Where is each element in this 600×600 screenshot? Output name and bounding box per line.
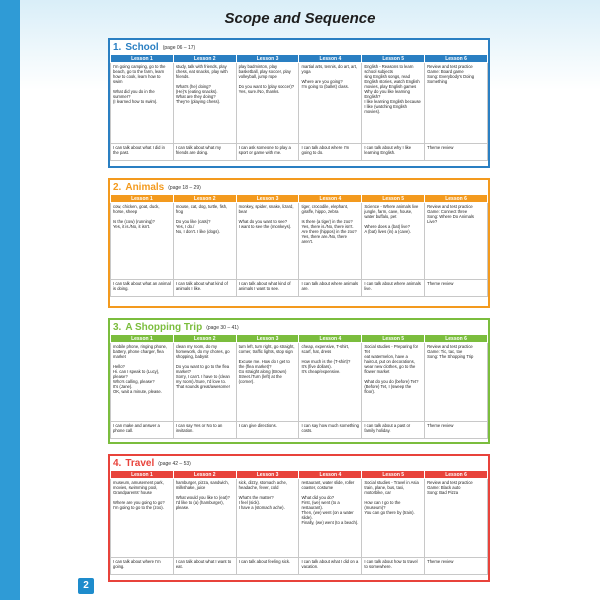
lesson-content-cell: tiger, crocodile, elephant, giraffe, hippo, zebra Is there (a tiger) in the zoo? Yes, there is./No, there isn't. Are there (hippos) in the zoo? Yes, there are./No, there aren't. xyxy=(299,203,362,280)
unit-heading xyxy=(110,40,488,54)
lesson-header: Lesson 2 xyxy=(173,195,236,203)
lesson-content-cell: Review and test practice Game: Connect three Song: Where Do Animals Live? xyxy=(425,203,488,280)
lesson-content-cell: restaurant, water slide, roller coaster, costume What did you do? First, (we) went (to a restaurant). Then, (we) went (on a water slide). Finally, (we) went (to a beach). xyxy=(299,479,362,558)
lesson-header: Lesson 6 xyxy=(425,55,488,63)
lesson-goal-cell: I can say how much something costs. xyxy=(299,422,362,439)
lesson-goal-cell: I can ask someone to play a sport or game with me. xyxy=(236,144,299,161)
lesson-content-cell: cow, chicken, goat, duck, horse, sheep Is the (cow) (running)? Yes, it is./No, it isn't. xyxy=(111,203,174,280)
lesson-goal-row xyxy=(111,144,488,161)
unit-number: 3. xyxy=(113,321,122,333)
unit-name: Animals xyxy=(125,181,165,193)
lesson-content-cell: Social studies - Preparing for Tet eat watermelon, have a haircut, put on decorations, wear new clothes, go to the flower market What do you do (before) Tet? (Before) Tet, I (sweep the floor). xyxy=(362,343,425,422)
lesson-goal-cell: I can talk about what kind of animals I like. xyxy=(173,280,236,297)
unit-heading xyxy=(110,320,488,334)
lesson-goal-cell: I can talk about what my friends are doing. xyxy=(173,144,236,161)
lesson-header: Lesson 1 xyxy=(111,335,174,343)
lesson-goal-cell: Theme review xyxy=(425,422,488,439)
lesson-content-cell: Review and test practice Game: Black auto Song: Bad Pizza xyxy=(425,479,488,558)
lesson-content-row xyxy=(111,343,488,422)
lesson-content-cell: English - Reasons to learn school subjects sing English songs, read English stories, watch English movies, play English games Why do you like learning English? I like learning English because I like (watching English movies). xyxy=(362,63,425,144)
lesson-content-row xyxy=(111,203,488,280)
lesson-table xyxy=(110,470,488,575)
unit-pages: (page 42 – 53) xyxy=(158,461,191,467)
lesson-content-cell: I'm going camping, go to the beach, go to the farm, learn how to cook, learn how to swim What did you do in the summer? (I learned how to swim). xyxy=(111,63,174,144)
unit-name: School xyxy=(125,41,159,53)
lesson-header: Lesson 3 xyxy=(236,471,299,479)
lesson-content-cell: mobile phone, ringing phone, battery, phone charger, flea market Hello? Hi. can I speak to (Lucy), please? Who's calling, please? It's (Jane). OK, wait a minute, please. xyxy=(111,343,174,422)
unit-pages: (page 18 – 29) xyxy=(168,185,201,191)
page-number: 2 xyxy=(78,578,94,594)
lesson-goal-cell: I can make and answer a phone call. xyxy=(111,422,174,439)
lesson-header-row xyxy=(111,471,488,479)
lesson-goal-row xyxy=(111,422,488,439)
lesson-content-cell: Social studies - Travel in Asia train, plane, bus, taxi, motorbike, car How can I go to the (museum)? You can go there by (train). xyxy=(362,479,425,558)
lesson-goal-cell: I can talk about where I'm going. xyxy=(111,558,174,575)
lesson-content-cell: hamburger, pizza, sandwich, milkshake, juice What would you like to (eat)? I'd like to (a) (hamburger), please. xyxy=(173,479,236,558)
lesson-table xyxy=(110,54,488,161)
lesson-header: Lesson 4 xyxy=(299,55,362,63)
lesson-header: Lesson 4 xyxy=(299,195,362,203)
lesson-goal-cell: Theme review xyxy=(425,558,488,575)
lesson-goal-cell: I can say Yes or No to an invitation. xyxy=(173,422,236,439)
lesson-goal-cell: I can talk about where I'm going to do. xyxy=(299,144,362,161)
lesson-content-cell: museum, amusement park, movies, swimming pool, Grandparents' house Where are you going to go? I'm going to go to the (zoo). xyxy=(111,479,174,558)
lesson-goal-cell: I can talk about how to travel to somewhere. xyxy=(362,558,425,575)
lesson-content-cell: mouse, cat, dog, turtle, fish, frog Do you like (cats)? Yes, I do./ No, I don't. I like (dogs). xyxy=(173,203,236,280)
lesson-header: Lesson 1 xyxy=(111,195,174,203)
lesson-content-cell: martial arts, tennis, do art, art, yoga Where are you going? I'm going to (ballet) class. xyxy=(299,63,362,144)
unit-number: 4. xyxy=(113,457,122,469)
lesson-header: Lesson 2 xyxy=(173,55,236,63)
unit-name: A Shopping Trip xyxy=(125,321,203,333)
unit-section xyxy=(108,454,490,582)
lesson-goal-cell: Theme review xyxy=(425,144,488,161)
lesson-header: Lesson 4 xyxy=(299,471,362,479)
lesson-header-row xyxy=(111,195,488,203)
lesson-goal-cell: I can talk about what I did on a vacation. xyxy=(299,558,362,575)
lesson-goal-cell: I can talk about what I want to eat. xyxy=(173,558,236,575)
lesson-content-cell: Review and test practice Game: Tic, tac, toe Song: The Shopping Trip xyxy=(425,343,488,422)
unit-heading xyxy=(110,456,488,470)
lesson-goal-cell: I can talk about what kind of animals I want to see. xyxy=(236,280,299,297)
lesson-content-cell: study, talk with friends, play chess, eat snacks, play with friends. What's (he) doing? (He)'s (eating snacks). What are they doing? They're (playing chess). xyxy=(173,63,236,144)
unit-section xyxy=(108,318,490,444)
unit-section xyxy=(108,178,490,308)
lesson-header: Lesson 1 xyxy=(111,55,174,63)
page-title: Scope and Sequence xyxy=(224,10,376,27)
lesson-header: Lesson 1 xyxy=(111,471,174,479)
lesson-goal-cell: I can give directions. xyxy=(236,422,299,439)
lesson-goal-cell: I can talk about where animals are. xyxy=(299,280,362,297)
page-edge xyxy=(0,0,20,600)
lesson-header-row xyxy=(111,55,488,63)
lesson-content-cell: clean my room, do my homework, do my chores, go shopping, babysit Do you want to go to the flea market? Sorry, I can't. I have to (clean my room)./Sure, I'd love to. That sounds great/awesome! xyxy=(173,343,236,422)
lesson-content-cell: sick, dizzy, stomach ache, headache, fever, cold What's the matter? I feel (sick). I have a (stomach ache). xyxy=(236,479,299,558)
lesson-content-cell: turn left, turn right, go straight, corner, traffic lights, stop sign Excuse me. How do I get to the (flea market)? Go straight along (Brown) Street./Turn (left) at the (corner). xyxy=(236,343,299,422)
unit-name: Travel xyxy=(125,457,155,469)
lesson-goal-cell: I can talk about what an animal is doing. xyxy=(111,280,174,297)
lesson-content-cell: cheap, expensive, T-shirt, scarf, hat, dress How much is the (T-shirt)? It's (five dollars). It's cheap/expensive. xyxy=(299,343,362,422)
lesson-goal-cell: Theme review xyxy=(425,280,488,297)
unit-pages: (page 30 – 41) xyxy=(206,325,239,331)
lesson-header: Lesson 4 xyxy=(299,335,362,343)
lesson-header: Lesson 2 xyxy=(173,471,236,479)
lesson-goal-cell: I can talk about why I like learning English. xyxy=(362,144,425,161)
lesson-header: Lesson 6 xyxy=(425,471,488,479)
unit-number: 1. xyxy=(113,41,122,53)
lesson-header: Lesson 6 xyxy=(425,195,488,203)
lesson-header: Lesson 5 xyxy=(362,471,425,479)
lesson-header: Lesson 2 xyxy=(173,335,236,343)
lesson-content-row xyxy=(111,63,488,144)
unit-heading xyxy=(110,180,488,194)
lesson-content-cell: play badminton, play basketball, play soccer, play volleyball, jump rope Do you want to (play soccer)? Yes, sure./No, thanks. xyxy=(236,63,299,144)
lesson-goal-cell: I can talk about where animals live. xyxy=(362,280,425,297)
lesson-header: Lesson 5 xyxy=(362,335,425,343)
lesson-content-cell: Science - Where animals live jungle, farm, cave, house, water buffalo, pet Where does a (bat) live? A (bat) lives (in) a (cave). xyxy=(362,203,425,280)
lesson-goal-row xyxy=(111,280,488,297)
lesson-header: Lesson 3 xyxy=(236,195,299,203)
lesson-header: Lesson 3 xyxy=(236,55,299,63)
lesson-table xyxy=(110,194,488,297)
lesson-goal-cell: I can talk about a past or family holiday. xyxy=(362,422,425,439)
lesson-goal-cell: I can talk about what I did in the past. xyxy=(111,144,174,161)
lesson-header: Lesson 5 xyxy=(362,55,425,63)
lesson-goal-row xyxy=(111,558,488,575)
lesson-content-row xyxy=(111,479,488,558)
lesson-content-cell: Review and test practice Game: Board game Song: Everybody's Doing Something xyxy=(425,63,488,144)
lesson-header-row xyxy=(111,335,488,343)
lesson-content-cell: monkey, spider, snake, lizard, bear What do you want to see? I want to see the (monkeys). xyxy=(236,203,299,280)
unit-number: 2. xyxy=(113,181,122,193)
unit-pages: (page 06 – 17) xyxy=(162,45,196,51)
lesson-header: Lesson 3 xyxy=(236,335,299,343)
lesson-header: Lesson 6 xyxy=(425,335,488,343)
lesson-table xyxy=(110,334,488,439)
unit-section xyxy=(108,38,490,168)
lesson-goal-cell: I can talk about feeling sick. xyxy=(236,558,299,575)
lesson-header: Lesson 5 xyxy=(362,195,425,203)
